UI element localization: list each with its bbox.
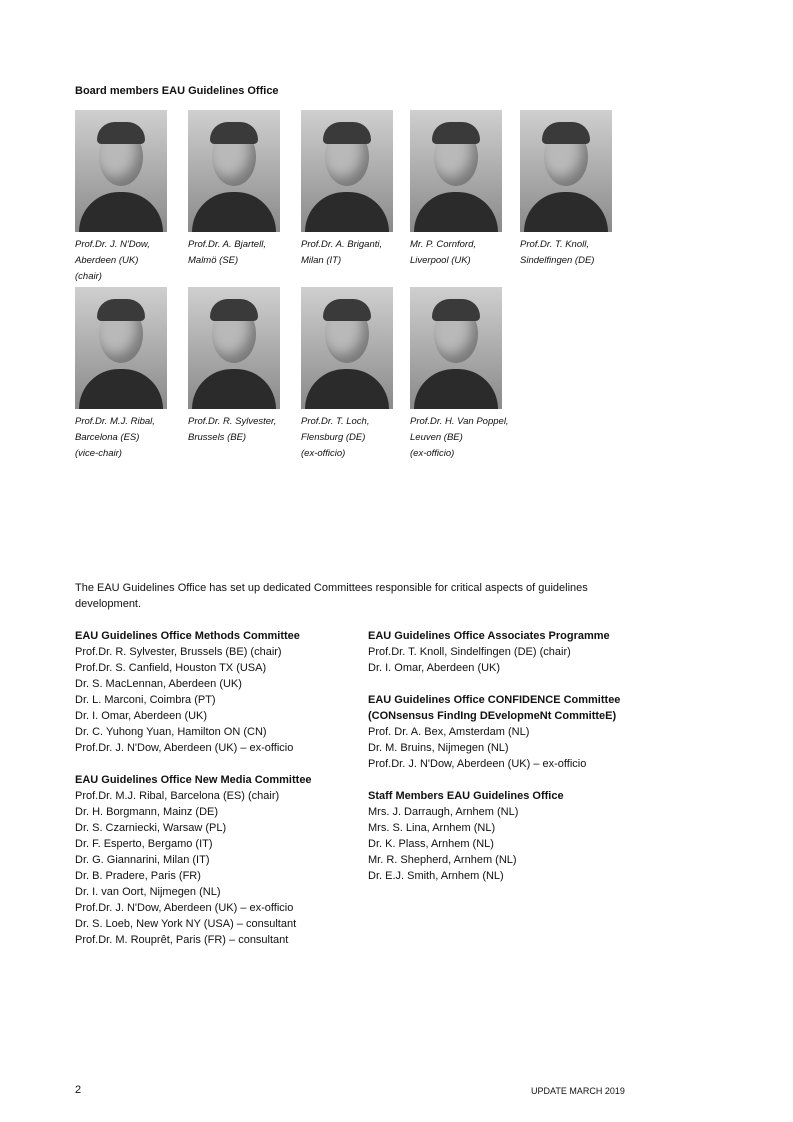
- caption-line: (ex-officio): [301, 448, 346, 459]
- committees-left-column: [75, 628, 312, 964]
- committee-member: Dr. C. Yuhong Yuan, Hamilton ON (CN): [75, 726, 267, 738]
- caption-line: Prof.Dr. H. Van Poppel,: [410, 416, 509, 427]
- caption-line: Barcelona (ES): [75, 432, 140, 443]
- committee-member: Dr. S. Czarniecki, Warsaw (PL): [75, 822, 227, 834]
- committee-member: Dr. F. Esperto, Bergamo (IT): [75, 838, 213, 850]
- committee-member: Dr. B. Pradere, Paris (FR): [75, 870, 201, 882]
- caption-line: Aberdeen (UK): [75, 255, 139, 266]
- committee-member: Dr. S. Loeb, New York NY (USA) – consultant: [75, 918, 297, 930]
- member-caption: [75, 414, 185, 462]
- committee-title: (CONsensus FindIng DEvelopmeNt CommitteE): [368, 710, 617, 722]
- committee-title: Staff Members EAU Guidelines Office: [368, 790, 564, 802]
- caption-line: Liverpool (UK): [410, 255, 471, 266]
- committee-title: EAU Guidelines Office New Media Committee: [75, 774, 312, 786]
- caption-line: Prof.Dr. M.J. Ribal,: [75, 416, 155, 427]
- caption-line: Prof.Dr. J. N'Dow,: [75, 239, 150, 250]
- committee-member: Dr. L. Marconi, Coimbra (PT): [75, 694, 216, 706]
- committee-member: Dr. K. Plass, Arnhem (NL): [368, 838, 494, 850]
- committee-member: Prof.Dr. R. Sylvester, Brussels (BE) (chair): [75, 646, 282, 658]
- page-number: 2: [75, 1084, 82, 1096]
- member-photo: [410, 110, 502, 232]
- caption-line: (ex-officio): [410, 448, 455, 459]
- member-caption: [520, 237, 630, 269]
- caption-line: Sindelfingen (DE): [520, 255, 595, 266]
- member-caption: [301, 414, 411, 462]
- committee: [368, 692, 620, 788]
- committee-member: Mrs. J. Darraugh, Arnhem (NL): [368, 806, 519, 818]
- member-caption: [188, 414, 298, 446]
- committee-member: Dr. S. MacLennan, Aberdeen (UK): [75, 678, 242, 690]
- committee-member: Prof.Dr. M.J. Ribal, Barcelona (ES) (chair): [75, 790, 280, 802]
- member-caption: [301, 237, 411, 269]
- committee-member: Dr. E.J. Smith, Arnhem (NL): [368, 870, 504, 882]
- member-photo: [520, 110, 612, 232]
- committee-member: Dr. M. Bruins, Nijmegen (NL): [368, 742, 509, 754]
- committee-member: Prof. Dr. A. Bex, Amsterdam (NL): [368, 726, 530, 738]
- committee-member: Prof.Dr. J. N'Dow, Aberdeen (UK) – ex-officio: [75, 902, 294, 914]
- committee-member: Prof.Dr. J. N'Dow, Aberdeen (UK) – ex-officio: [368, 758, 587, 770]
- committee: [75, 772, 312, 964]
- caption-line: (chair): [75, 271, 102, 282]
- caption-line: Milan (IT): [301, 255, 342, 266]
- member-photo: [188, 110, 280, 232]
- member-photo: [75, 287, 167, 409]
- committee-title: EAU Guidelines Office CONFIDENCE Committee: [368, 694, 621, 706]
- committee-member: Prof.Dr. T. Knoll, Sindelfingen (DE) (chair): [368, 646, 571, 658]
- committee-title: EAU Guidelines Office Methods Committee: [75, 630, 300, 642]
- committee-member: Mr. R. Shepherd, Arnhem (NL): [368, 854, 517, 866]
- caption-line: Prof.Dr. T. Loch,: [301, 416, 370, 427]
- committee-member: Prof.Dr. M. Rouprêt, Paris (FR) – consultant: [75, 934, 289, 946]
- board-title: Board members EAU Guidelines Office: [75, 85, 279, 97]
- caption-line: Mr. P. Cornford,: [410, 239, 476, 250]
- intro-line: The EAU Guidelines Office has set up dedicated Committees responsible for critical aspects of guidelines: [75, 582, 588, 594]
- member-photo: [301, 287, 393, 409]
- caption-line: Prof.Dr. T. Knoll,: [520, 239, 589, 250]
- committee-title: EAU Guidelines Office Associates Programme: [368, 630, 610, 642]
- caption-line: Prof.Dr. R. Sylvester,: [188, 416, 277, 427]
- caption-line: Prof.Dr. A. Bjartell,: [188, 239, 266, 250]
- member-photo: [188, 287, 280, 409]
- committee: [368, 628, 620, 692]
- caption-line: (vice-chair): [75, 448, 122, 459]
- caption-line: Flensburg (DE): [301, 432, 366, 443]
- caption-line: Prof.Dr. A. Briganti,: [301, 239, 383, 250]
- committee-member: Prof.Dr. S. Canfield, Houston TX (USA): [75, 662, 267, 674]
- member-caption: [188, 237, 298, 269]
- committee: [368, 788, 620, 900]
- committee-member: Dr. G. Giannarini, Milan (IT): [75, 854, 210, 866]
- member-caption: [410, 237, 520, 269]
- caption-line: Malmö (SE): [188, 255, 239, 266]
- committee-member: Dr. I. Omar, Aberdeen (UK): [368, 662, 501, 674]
- intro-line: development.: [75, 598, 142, 610]
- committee-member: Prof.Dr. J. N'Dow, Aberdeen (UK) – ex-officio: [75, 742, 294, 754]
- member-photo: [75, 110, 167, 232]
- member-caption: [75, 237, 185, 285]
- committee-member: Mrs. S. Lina, Arnhem (NL): [368, 822, 496, 834]
- committee-member: Dr. H. Borgmann, Mainz (DE): [75, 806, 219, 818]
- member-photo: [301, 110, 393, 232]
- intro-text: [75, 580, 588, 612]
- caption-line: Leuven (BE): [410, 432, 463, 443]
- committee-member: Dr. I. van Oort, Nijmegen (NL): [75, 886, 221, 898]
- committees-right-column: [368, 628, 620, 900]
- caption-line: Brussels (BE): [188, 432, 247, 443]
- member-photo: [410, 287, 502, 409]
- committee-member: Dr. I. Omar, Aberdeen (UK): [75, 710, 208, 722]
- committee: [75, 628, 312, 772]
- update-label: UPDATE MARCH 2019: [531, 1086, 625, 1096]
- member-caption: [410, 414, 520, 462]
